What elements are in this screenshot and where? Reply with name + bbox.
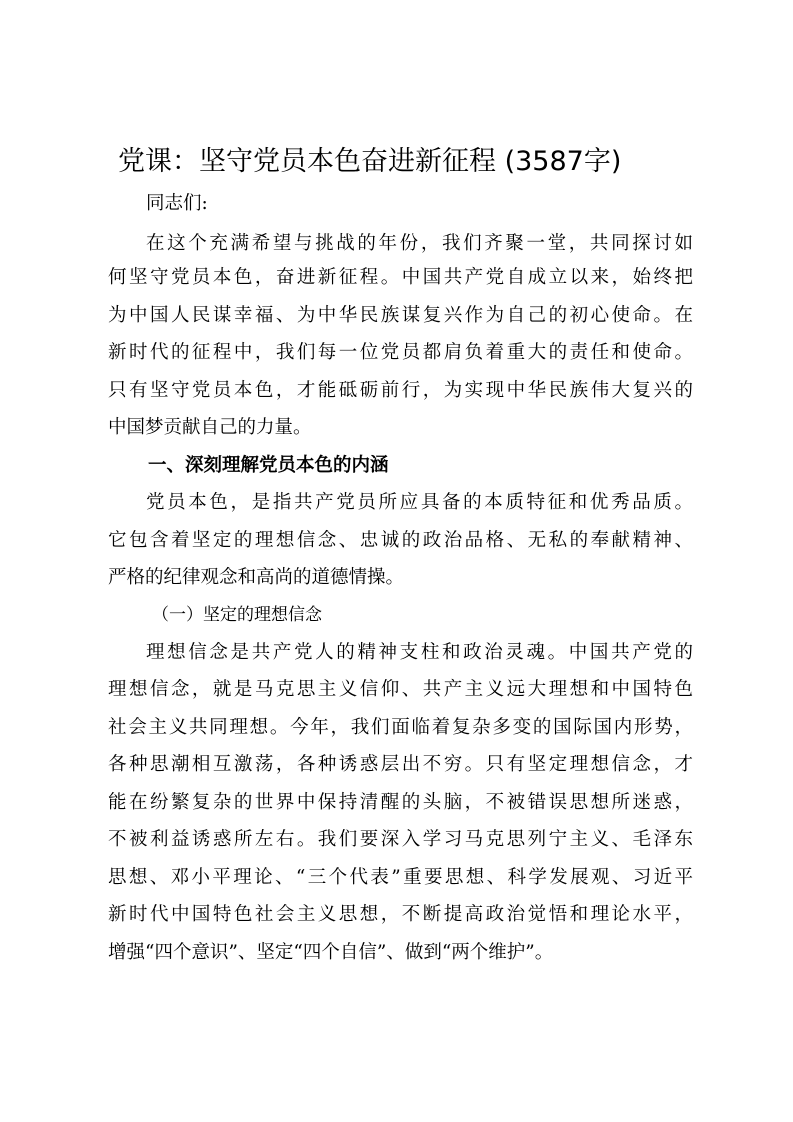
- paragraph-line: 在这个充满希望与挑战的年份，我们齐聚一堂，共同探讨如: [146, 233, 693, 254]
- paragraph-line: 思想、邓小平理论、“三个代表”重要思想、科学发展观、习近平: [108, 867, 693, 888]
- paragraph-line: 为中国人民谋幸福、为中华民族谋复兴作为自己的初心使命。在: [108, 305, 693, 326]
- paragraph-line: 新时代的征程中，我们每一位党员都肩负着重大的责任和使命。: [108, 342, 693, 363]
- paragraph-line: 何坚守党员本色，奋进新征程。中国共产党自成立以来，始终把: [108, 267, 693, 288]
- paragraph-line: 新时代中国特色社会主义思想，不断提高政治觉悟和理论水平，: [108, 904, 693, 925]
- paragraph-line: 能在纷繁复杂的世界中保持清醒的头脑，不被错误思想所迷惑，: [108, 792, 693, 813]
- paragraph-line: 理想信念，就是马克思主义信仰、共产主义远大理想和中国特色: [108, 679, 693, 700]
- paragraph-line: 社会主义共同理想。今年，我们面临着复杂多变的国际国内形势，: [108, 717, 693, 738]
- paragraph-line: 党员本色，是指共产党员所应具备的本质特征和优秀品质。: [146, 492, 693, 513]
- document-title: 党课：坚守党员本色奋进新征程 (3587字): [118, 146, 622, 177]
- salutation: 同志们:: [146, 193, 208, 214]
- paragraph-line: 它包含着坚定的理想信念、忠诚的政治品格、无私的奉献精神、: [108, 530, 693, 551]
- paragraph-line: 中国梦贡献自己的力量。: [108, 417, 312, 438]
- paragraph-line: 理想信念是共产党人的精神支柱和政治灵魂。中国共产党的: [146, 642, 693, 663]
- paragraph-line: 严格的纪律观念和高尚的道德情操。: [108, 567, 405, 588]
- paragraph-line: 只有坚守党员本色，才能砥砺前行，为实现中华民族伟大复兴的: [108, 380, 693, 401]
- subsection-heading: （一）坚定的理想信念: [152, 605, 322, 625]
- paragraph-line: 增强“四个意识”、坚定“四个自信”、做到“两个维护”。: [108, 942, 554, 963]
- section-heading: 一、深刻理解党员本色的内涵: [148, 455, 389, 476]
- paragraph-line: 不被利益诱惑所左右。我们要深入学习马克思列宁主义、毛泽东: [108, 829, 693, 850]
- paragraph-line: 各种思潮相互激荡，各种诱惑层出不穷。只有坚定理想信念，才: [108, 754, 693, 775]
